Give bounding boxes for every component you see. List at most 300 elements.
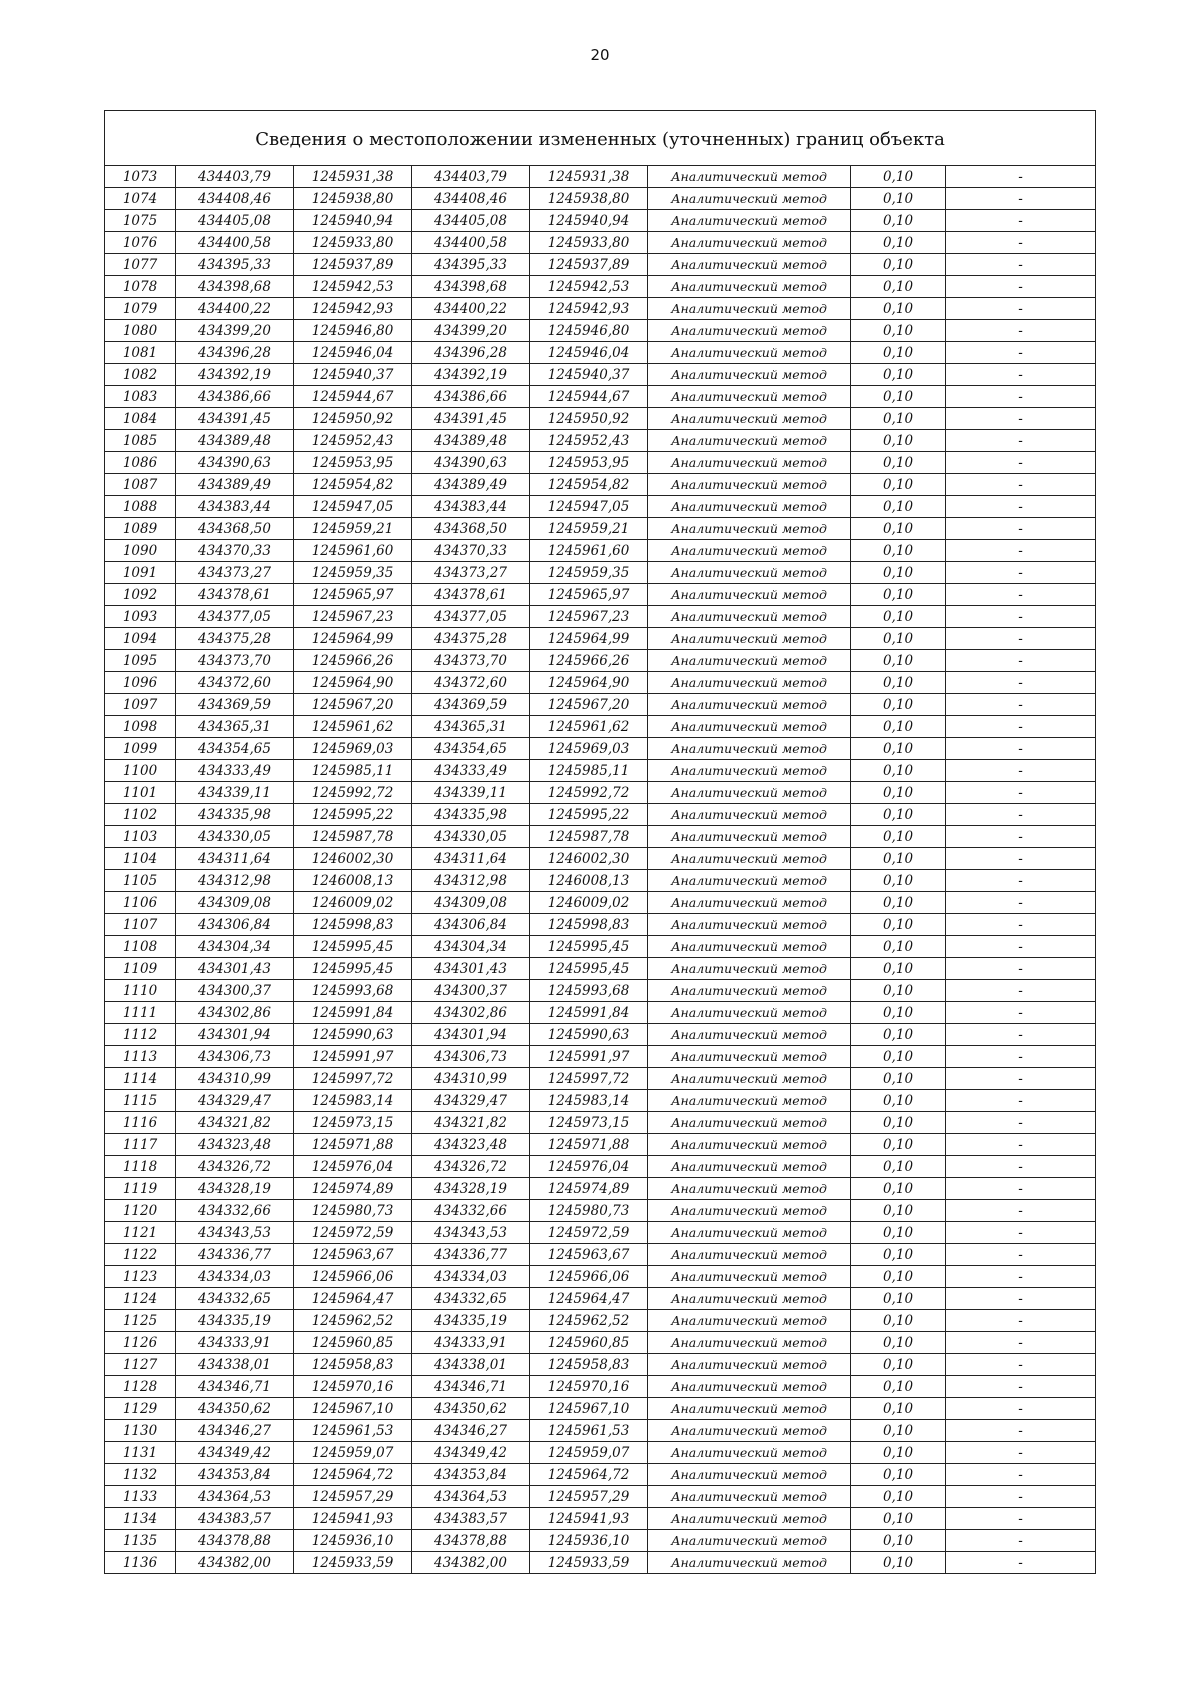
note-cell: -	[946, 1002, 1096, 1024]
x-coordinate-old: 434372,60	[176, 672, 294, 694]
y-coordinate-new: 1245969,03	[530, 738, 648, 760]
precision-cell: 0,10	[851, 848, 946, 870]
method-cell: Аналитический метод	[648, 188, 851, 210]
method-cell: Аналитический метод	[648, 430, 851, 452]
y-coordinate-new: 1245973,15	[530, 1112, 648, 1134]
y-coordinate-new: 1245995,22	[530, 804, 648, 826]
y-coordinate-new: 1246008,13	[530, 870, 648, 892]
table-row	[105, 584, 1096, 606]
note-cell: -	[946, 1464, 1096, 1486]
note-cell: -	[946, 958, 1096, 980]
table-title: Сведения о местоположении измененных (уточненных) границ объекта	[105, 111, 1096, 166]
y-coordinate-old: 1245953,95	[294, 452, 412, 474]
point-number: 1116	[105, 1112, 176, 1134]
method-cell: Аналитический метод	[648, 1486, 851, 1508]
point-number: 1089	[105, 518, 176, 540]
note-cell: -	[946, 584, 1096, 606]
y-coordinate-old: 1245993,68	[294, 980, 412, 1002]
precision-cell: 0,10	[851, 1398, 946, 1420]
x-coordinate-new: 434332,65	[412, 1288, 530, 1310]
method-cell: Аналитический метод	[648, 540, 851, 562]
y-coordinate-old: 1245950,92	[294, 408, 412, 430]
table-row	[105, 452, 1096, 474]
y-coordinate-old: 1245997,72	[294, 1068, 412, 1090]
precision-cell: 0,10	[851, 364, 946, 386]
x-coordinate-old: 434373,27	[176, 562, 294, 584]
point-number: 1083	[105, 386, 176, 408]
precision-cell: 0,10	[851, 628, 946, 650]
precision-cell: 0,10	[851, 1508, 946, 1530]
point-number: 1077	[105, 254, 176, 276]
x-coordinate-new: 434400,58	[412, 232, 530, 254]
table-row	[105, 1420, 1096, 1442]
precision-cell: 0,10	[851, 958, 946, 980]
y-coordinate-new: 1245991,84	[530, 1002, 648, 1024]
method-cell: Аналитический метод	[648, 166, 851, 188]
x-coordinate-new: 434399,20	[412, 320, 530, 342]
y-coordinate-old: 1245974,89	[294, 1178, 412, 1200]
method-cell: Аналитический метод	[648, 936, 851, 958]
y-coordinate-old: 1245967,10	[294, 1398, 412, 1420]
x-coordinate-new: 434378,88	[412, 1530, 530, 1552]
y-coordinate-old: 1245967,23	[294, 606, 412, 628]
precision-cell: 0,10	[851, 1354, 946, 1376]
x-coordinate-old: 434339,11	[176, 782, 294, 804]
table-row	[105, 606, 1096, 628]
y-coordinate-old: 1245966,06	[294, 1266, 412, 1288]
point-number: 1126	[105, 1332, 176, 1354]
method-cell: Аналитический метод	[648, 210, 851, 232]
y-coordinate-new: 1245971,88	[530, 1134, 648, 1156]
y-coordinate-new: 1245947,05	[530, 496, 648, 518]
y-coordinate-old: 1245991,97	[294, 1046, 412, 1068]
point-number: 1113	[105, 1046, 176, 1068]
y-coordinate-new: 1245961,53	[530, 1420, 648, 1442]
precision-cell: 0,10	[851, 892, 946, 914]
table-row	[105, 320, 1096, 342]
point-number: 1082	[105, 364, 176, 386]
table-row	[105, 628, 1096, 650]
note-cell: -	[946, 1332, 1096, 1354]
precision-cell: 0,10	[851, 1266, 946, 1288]
point-number: 1095	[105, 650, 176, 672]
y-coordinate-old: 1245933,59	[294, 1552, 412, 1574]
table-title-row	[105, 111, 1096, 166]
x-coordinate-old: 434395,33	[176, 254, 294, 276]
point-number: 1111	[105, 1002, 176, 1024]
y-coordinate-old: 1245983,14	[294, 1090, 412, 1112]
method-cell: Аналитический метод	[648, 386, 851, 408]
table-row	[105, 804, 1096, 826]
y-coordinate-new: 1245967,20	[530, 694, 648, 716]
y-coordinate-new: 1245983,14	[530, 1090, 648, 1112]
x-coordinate-new: 434343,53	[412, 1222, 530, 1244]
table-row	[105, 826, 1096, 848]
table-body	[105, 111, 1096, 1574]
point-number: 1087	[105, 474, 176, 496]
y-coordinate-new: 1245964,47	[530, 1288, 648, 1310]
method-cell: Аналитический метод	[648, 1200, 851, 1222]
y-coordinate-old: 1245998,83	[294, 914, 412, 936]
note-cell: -	[946, 650, 1096, 672]
x-coordinate-old: 434301,43	[176, 958, 294, 980]
method-cell: Аналитический метод	[648, 1222, 851, 1244]
y-coordinate-new: 1245959,07	[530, 1442, 648, 1464]
method-cell: Аналитический метод	[648, 320, 851, 342]
method-cell: Аналитический метод	[648, 738, 851, 760]
y-coordinate-old: 1245966,26	[294, 650, 412, 672]
point-number: 1079	[105, 298, 176, 320]
x-coordinate-new: 434339,11	[412, 782, 530, 804]
point-number: 1073	[105, 166, 176, 188]
x-coordinate-old: 434349,42	[176, 1442, 294, 1464]
y-coordinate-old: 1245959,21	[294, 518, 412, 540]
point-number: 1093	[105, 606, 176, 628]
table-row	[105, 342, 1096, 364]
x-coordinate-old: 434312,98	[176, 870, 294, 892]
point-number: 1109	[105, 958, 176, 980]
note-cell: -	[946, 1090, 1096, 1112]
point-number: 1104	[105, 848, 176, 870]
x-coordinate-old: 434338,01	[176, 1354, 294, 1376]
y-coordinate-old: 1245990,63	[294, 1024, 412, 1046]
x-coordinate-new: 434365,31	[412, 716, 530, 738]
point-number: 1124	[105, 1288, 176, 1310]
x-coordinate-old: 434335,98	[176, 804, 294, 826]
y-coordinate-new: 1245993,68	[530, 980, 648, 1002]
y-coordinate-new: 1245937,89	[530, 254, 648, 276]
y-coordinate-old: 1245940,94	[294, 210, 412, 232]
y-coordinate-old: 1245985,11	[294, 760, 412, 782]
table-row	[105, 650, 1096, 672]
y-coordinate-old: 1245969,03	[294, 738, 412, 760]
note-cell: -	[946, 232, 1096, 254]
y-coordinate-new: 1245966,26	[530, 650, 648, 672]
note-cell: -	[946, 1442, 1096, 1464]
x-coordinate-new: 434334,03	[412, 1266, 530, 1288]
precision-cell: 0,10	[851, 1222, 946, 1244]
y-coordinate-new: 1245933,59	[530, 1552, 648, 1574]
precision-cell: 0,10	[851, 276, 946, 298]
y-coordinate-old: 1245995,22	[294, 804, 412, 826]
point-number: 1133	[105, 1486, 176, 1508]
method-cell: Аналитический метод	[648, 1112, 851, 1134]
precision-cell: 0,10	[851, 408, 946, 430]
y-coordinate-new: 1245946,80	[530, 320, 648, 342]
x-coordinate-old: 434386,66	[176, 386, 294, 408]
y-coordinate-old: 1245964,47	[294, 1288, 412, 1310]
point-number: 1102	[105, 804, 176, 826]
point-number: 1121	[105, 1222, 176, 1244]
table-row	[105, 694, 1096, 716]
point-number: 1098	[105, 716, 176, 738]
y-coordinate-old: 1245937,89	[294, 254, 412, 276]
y-coordinate-new: 1245944,67	[530, 386, 648, 408]
precision-cell: 0,10	[851, 1112, 946, 1134]
point-number: 1115	[105, 1090, 176, 1112]
x-coordinate-old: 434368,50	[176, 518, 294, 540]
table-row	[105, 364, 1096, 386]
table-row	[105, 1112, 1096, 1134]
table-row	[105, 1046, 1096, 1068]
note-cell: -	[946, 1354, 1096, 1376]
y-coordinate-old: 1245991,84	[294, 1002, 412, 1024]
note-cell: -	[946, 430, 1096, 452]
precision-cell: 0,10	[851, 474, 946, 496]
x-coordinate-new: 434306,84	[412, 914, 530, 936]
y-coordinate-old: 1245936,10	[294, 1530, 412, 1552]
table-row	[105, 1068, 1096, 1090]
y-coordinate-new: 1245965,97	[530, 584, 648, 606]
y-coordinate-new: 1245992,72	[530, 782, 648, 804]
table-row	[105, 1178, 1096, 1200]
precision-cell: 0,10	[851, 760, 946, 782]
y-coordinate-new: 1245961,62	[530, 716, 648, 738]
precision-cell: 0,10	[851, 672, 946, 694]
x-coordinate-old: 434346,71	[176, 1376, 294, 1398]
y-coordinate-old: 1246009,02	[294, 892, 412, 914]
x-coordinate-new: 434364,53	[412, 1486, 530, 1508]
method-cell: Аналитический метод	[648, 892, 851, 914]
x-coordinate-new: 434326,72	[412, 1156, 530, 1178]
note-cell: -	[946, 342, 1096, 364]
table-row	[105, 430, 1096, 452]
y-coordinate-new: 1245954,82	[530, 474, 648, 496]
x-coordinate-new: 434405,08	[412, 210, 530, 232]
y-coordinate-old: 1245957,29	[294, 1486, 412, 1508]
table-row	[105, 760, 1096, 782]
method-cell: Аналитический метод	[648, 1464, 851, 1486]
y-coordinate-new: 1245940,94	[530, 210, 648, 232]
precision-cell: 0,10	[851, 936, 946, 958]
y-coordinate-old: 1246008,13	[294, 870, 412, 892]
precision-cell: 0,10	[851, 320, 946, 342]
precision-cell: 0,10	[851, 1068, 946, 1090]
point-number: 1092	[105, 584, 176, 606]
x-coordinate-old: 434302,86	[176, 1002, 294, 1024]
precision-cell: 0,10	[851, 518, 946, 540]
y-coordinate-old: 1245995,45	[294, 958, 412, 980]
precision-cell: 0,10	[851, 1200, 946, 1222]
table-row	[105, 386, 1096, 408]
note-cell: -	[946, 1420, 1096, 1442]
y-coordinate-old: 1245954,82	[294, 474, 412, 496]
x-coordinate-new: 434372,60	[412, 672, 530, 694]
note-cell: -	[946, 1244, 1096, 1266]
table-row	[105, 848, 1096, 870]
y-coordinate-new: 1245995,45	[530, 958, 648, 980]
y-coordinate-old: 1245970,16	[294, 1376, 412, 1398]
table-row	[105, 672, 1096, 694]
note-cell: -	[946, 1266, 1096, 1288]
table-row	[105, 1002, 1096, 1024]
table-row	[105, 188, 1096, 210]
x-coordinate-old: 434309,08	[176, 892, 294, 914]
x-coordinate-new: 434301,94	[412, 1024, 530, 1046]
note-cell: -	[946, 1178, 1096, 1200]
precision-cell: 0,10	[851, 1376, 946, 1398]
note-cell: -	[946, 804, 1096, 826]
x-coordinate-new: 434328,19	[412, 1178, 530, 1200]
x-coordinate-new: 434304,34	[412, 936, 530, 958]
point-number: 1076	[105, 232, 176, 254]
method-cell: Аналитический метод	[648, 232, 851, 254]
y-coordinate-old: 1245961,53	[294, 1420, 412, 1442]
precision-cell: 0,10	[851, 870, 946, 892]
table-row	[105, 1244, 1096, 1266]
x-coordinate-old: 434400,58	[176, 232, 294, 254]
precision-cell: 0,10	[851, 254, 946, 276]
y-coordinate-new: 1245942,53	[530, 276, 648, 298]
point-number: 1103	[105, 826, 176, 848]
y-coordinate-old: 1245964,90	[294, 672, 412, 694]
y-coordinate-new: 1245931,38	[530, 166, 648, 188]
y-coordinate-old: 1245940,37	[294, 364, 412, 386]
table-row	[105, 980, 1096, 1002]
point-number: 1084	[105, 408, 176, 430]
precision-cell: 0,10	[851, 1442, 946, 1464]
x-coordinate-old: 434330,05	[176, 826, 294, 848]
y-coordinate-new: 1245940,37	[530, 364, 648, 386]
table-row	[105, 936, 1096, 958]
method-cell: Аналитический метод	[648, 826, 851, 848]
point-number: 1127	[105, 1354, 176, 1376]
coordinates-table	[104, 110, 1096, 1574]
table-row	[105, 1354, 1096, 1376]
x-coordinate-old: 434300,37	[176, 980, 294, 1002]
y-coordinate-old: 1245959,07	[294, 1442, 412, 1464]
x-coordinate-old: 434306,84	[176, 914, 294, 936]
method-cell: Аналитический метод	[648, 584, 851, 606]
y-coordinate-new: 1245960,85	[530, 1332, 648, 1354]
point-number: 1110	[105, 980, 176, 1002]
y-coordinate-old: 1245962,52	[294, 1310, 412, 1332]
y-coordinate-new: 1245957,29	[530, 1486, 648, 1508]
x-coordinate-old: 434378,88	[176, 1530, 294, 1552]
precision-cell: 0,10	[851, 430, 946, 452]
method-cell: Аналитический метод	[648, 254, 851, 276]
table-row	[105, 1156, 1096, 1178]
note-cell: -	[946, 782, 1096, 804]
table-row	[105, 1288, 1096, 1310]
note-cell: -	[946, 1376, 1096, 1398]
y-coordinate-new: 1245985,11	[530, 760, 648, 782]
y-coordinate-new: 1245997,72	[530, 1068, 648, 1090]
x-coordinate-new: 434350,62	[412, 1398, 530, 1420]
note-cell: -	[946, 1046, 1096, 1068]
x-coordinate-old: 434335,19	[176, 1310, 294, 1332]
point-number: 1090	[105, 540, 176, 562]
precision-cell: 0,10	[851, 166, 946, 188]
note-cell: -	[946, 562, 1096, 584]
note-cell: -	[946, 364, 1096, 386]
point-number: 1105	[105, 870, 176, 892]
x-coordinate-new: 434395,33	[412, 254, 530, 276]
x-coordinate-old: 434399,20	[176, 320, 294, 342]
y-coordinate-new: 1246009,02	[530, 892, 648, 914]
note-cell: -	[946, 1508, 1096, 1530]
x-coordinate-old: 434311,64	[176, 848, 294, 870]
x-coordinate-old: 434408,46	[176, 188, 294, 210]
x-coordinate-new: 434389,49	[412, 474, 530, 496]
precision-cell: 0,10	[851, 1090, 946, 1112]
x-coordinate-new: 434403,79	[412, 166, 530, 188]
point-number: 1118	[105, 1156, 176, 1178]
y-coordinate-new: 1245987,78	[530, 826, 648, 848]
y-coordinate-new: 1245974,89	[530, 1178, 648, 1200]
y-coordinate-new: 1245958,83	[530, 1354, 648, 1376]
precision-cell: 0,10	[851, 606, 946, 628]
y-coordinate-new: 1245961,60	[530, 540, 648, 562]
method-cell: Аналитический метод	[648, 408, 851, 430]
x-coordinate-new: 434391,45	[412, 408, 530, 430]
x-coordinate-new: 434368,50	[412, 518, 530, 540]
table-row	[105, 540, 1096, 562]
method-cell: Аналитический метод	[648, 1024, 851, 1046]
x-coordinate-new: 434383,44	[412, 496, 530, 518]
x-coordinate-new: 434330,05	[412, 826, 530, 848]
x-coordinate-old: 434353,84	[176, 1464, 294, 1486]
y-coordinate-new: 1245991,97	[530, 1046, 648, 1068]
precision-cell: 0,10	[851, 188, 946, 210]
x-coordinate-old: 434328,19	[176, 1178, 294, 1200]
method-cell: Аналитический метод	[648, 1068, 851, 1090]
y-coordinate-old: 1245967,20	[294, 694, 412, 716]
point-number: 1081	[105, 342, 176, 364]
y-coordinate-old: 1245995,45	[294, 936, 412, 958]
x-coordinate-new: 434338,01	[412, 1354, 530, 1376]
table-row	[105, 210, 1096, 232]
note-cell: -	[946, 914, 1096, 936]
precision-cell: 0,10	[851, 1486, 946, 1508]
method-cell: Аналитический метод	[648, 1420, 851, 1442]
y-coordinate-old: 1245961,62	[294, 716, 412, 738]
table-row	[105, 1310, 1096, 1332]
x-coordinate-new: 434349,42	[412, 1442, 530, 1464]
x-coordinate-old: 434392,19	[176, 364, 294, 386]
x-coordinate-new: 434354,65	[412, 738, 530, 760]
point-number: 1107	[105, 914, 176, 936]
note-cell: -	[946, 496, 1096, 518]
precision-cell: 0,10	[851, 1552, 946, 1574]
precision-cell: 0,10	[851, 1178, 946, 1200]
method-cell: Аналитический метод	[648, 1508, 851, 1530]
x-coordinate-old: 434346,27	[176, 1420, 294, 1442]
y-coordinate-new: 1245990,63	[530, 1024, 648, 1046]
y-coordinate-old: 1245942,53	[294, 276, 412, 298]
table-row	[105, 298, 1096, 320]
point-number: 1128	[105, 1376, 176, 1398]
table-row	[105, 738, 1096, 760]
method-cell: Аналитический метод	[648, 760, 851, 782]
point-number: 1101	[105, 782, 176, 804]
precision-cell: 0,10	[851, 584, 946, 606]
point-number: 1129	[105, 1398, 176, 1420]
y-coordinate-old: 1245971,88	[294, 1134, 412, 1156]
table-row	[105, 1398, 1096, 1420]
point-number: 1075	[105, 210, 176, 232]
note-cell: -	[946, 540, 1096, 562]
note-cell: -	[946, 210, 1096, 232]
y-coordinate-new: 1246002,30	[530, 848, 648, 870]
table-row	[105, 1222, 1096, 1244]
note-cell: -	[946, 1310, 1096, 1332]
y-coordinate-old: 1245965,97	[294, 584, 412, 606]
note-cell: -	[946, 694, 1096, 716]
note-cell: -	[946, 276, 1096, 298]
precision-cell: 0,10	[851, 650, 946, 672]
method-cell: Аналитический метод	[648, 1134, 851, 1156]
